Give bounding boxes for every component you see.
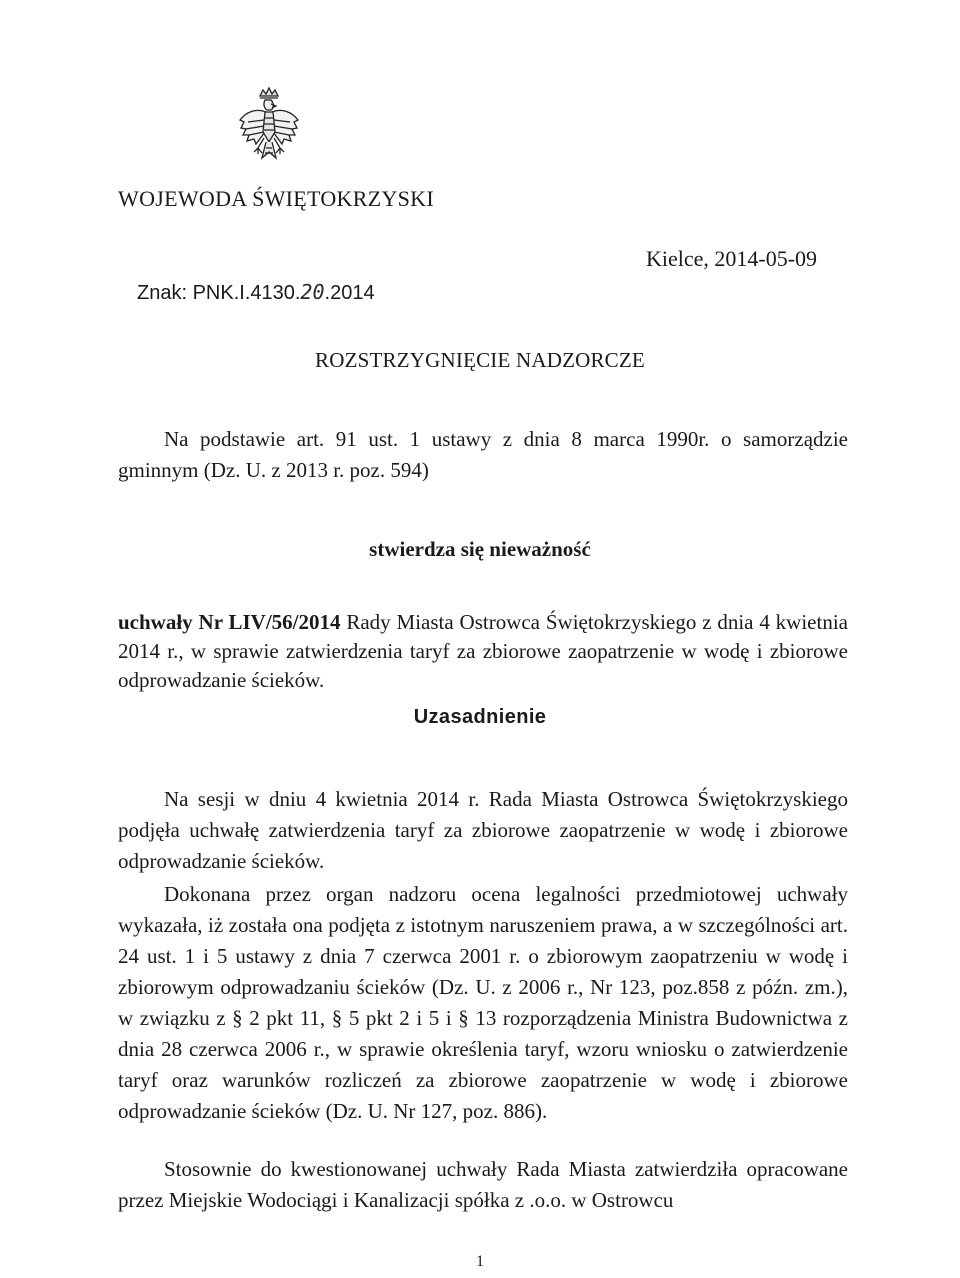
reference-prefix: Znak: PNK.I.4130.: [137, 282, 301, 304]
page-number: 1: [476, 1253, 484, 1270]
justification-paragraph-3-block: [118, 1154, 848, 1216]
subject-block: [118, 608, 848, 695]
polish-eagle-emblem-icon: [236, 86, 302, 168]
justification-paragraph-2-block: [118, 879, 848, 1127]
ruling-statement: stwierdza się nieważność: [369, 537, 591, 561]
reference-number: [137, 280, 375, 305]
legal-basis: Na podstawie art. 91 ust. 1 ustawy z dnia 8 marca 1990r. o samorządzie gminnym (Dz. U. z 2013 r. poz. 594): [118, 427, 848, 482]
justification-paragraph-1: Na sesji w dniu 4 kwietnia 2014 r. Rada Miasta Ostrowca Świętokrzyskiego podjęła uchwałę zatwierdzenia taryf za zbiorowe zaopatrzenie w wodę i zbiorowe odprowadzanie ścieków.: [118, 787, 848, 873]
reference-suffix: .2014: [324, 282, 375, 304]
justification-paragraph-1-block: [118, 784, 848, 877]
place-and-date: Kielce, 2014-05-09: [646, 246, 818, 271]
subject-paragraph: [118, 608, 848, 695]
reference-handwritten-number: 20: [300, 280, 325, 304]
document-title: ROZSTRZYGNIĘCIE NADZORCZE: [315, 348, 645, 372]
subject-description: Rady Miasta Ostrowca Świętokrzyskiego z dnia 4 kwietnia 2014 r., w sprawie zatwierdzenia taryf za zbiorowe zaopatrzenie w wodę i zbiorowe odprowadzanie ścieków.: [118, 610, 848, 692]
resolution-number: uchwały Nr LIV/56/2014: [118, 610, 341, 634]
issuing-authority: WOJEWODA ŚWIĘTOKRZYSKI: [118, 186, 434, 211]
justification-paragraph-2: Dokonana przez organ nadzoru ocena legalności przedmiotowej uchwały wykazała, iż została ona podjęta z istotnym naruszeniem prawa, a w szczególności art. 24 ust. 1 i 5 ustawy z dnia 7 czerwca 2001 r. o zbiorowym zaopatrzeniu w wodę i zbiorowym odprowadzaniu ścieków (Dz. U. z 2006 r., Nr 123, poz.858 z późn. zm.), w związku z § 2 pkt 11, § 5 pkt 2 i 5 i § 13 rozporządzenia Ministra Budownictwa z dnia 28 czerwca 2006 r., w sprawie określenia taryf, wzoru wniosku o zatwierdzenie taryf oraz warunków rozliczeń za zbiorowe zaopatrzenie w wodę i zbiorowe odprowadzanie ścieków (Dz. U. Nr 127, poz. 886).: [118, 882, 848, 1123]
justification-paragraph-3: Stosownie do kwestionowanej uchwały Rada Miasta zatwierdziła opracowane przez Miejskie Wodociągi i Kanalizacji spółka z .o.o. w Ostrowcu: [118, 1157, 848, 1212]
justification-heading: Uzasadnienie: [413, 706, 547, 728]
legal-basis-block: [118, 424, 848, 486]
